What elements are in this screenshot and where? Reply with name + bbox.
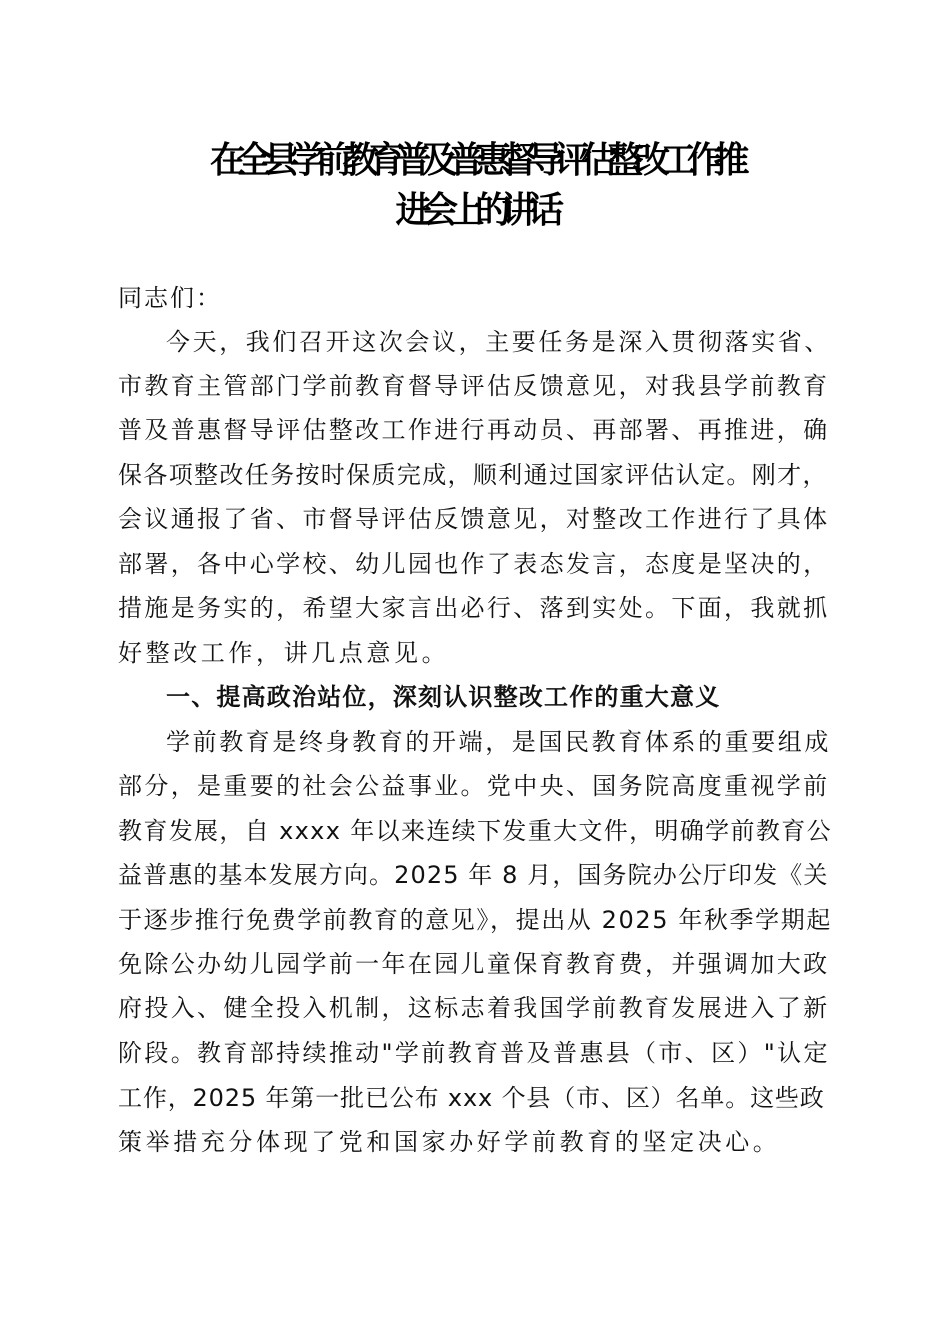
paragraph-2-line: 益普惠的基本发展方向。2025 年 8 月，国务院办公厅印发《关 xyxy=(118,861,829,889)
document-title-line-1: 在全县学前教育普及普惠督导评估整改工作推 xyxy=(209,139,740,181)
paragraph-2-line: 工作，2025 年第一批已公布 xxx 个县（市、区）名单。这些政 xyxy=(118,1084,825,1112)
paragraph-1-line: 今天，我们召开这次会议，主要任务是深入贯彻落实省、 xyxy=(166,328,831,356)
paragraph-2-line: 学前教育是终身教育的开端，是国民教育体系的重要组成 xyxy=(166,728,831,756)
paragraph-2-line: 免除公办幼儿园学前一年在园儿童保育教育费，并强调加大政 xyxy=(118,950,830,978)
paragraph-2-line: 策举措充分体现了党和国家办好学前教育的坚定决心。 xyxy=(118,1128,781,1156)
paragraph-1-line: 保各项整改任务按时保质完成，顺利通过国家评估认定。刚才， xyxy=(118,461,828,489)
document-title-line-2: 进会上的讲话 xyxy=(395,189,555,231)
paragraph-1-line: 会议通报了省、市督导评估反馈意见，对整改工作进行了具体 xyxy=(118,505,830,533)
paragraph-1-line: 市教育主管部门学前教育督导评估反馈意见，对我县学前教育 xyxy=(118,372,830,400)
salutation: 同志们： xyxy=(118,284,222,312)
paragraph-1-line: 好整改工作，讲几点意见。 xyxy=(118,639,450,667)
paragraph-1-line: 普及普惠督导评估整改工作进行再动员、再部署、再推进，确 xyxy=(118,416,830,444)
paragraph-2-line: 教育发展，自 xxxx 年以来连续下发重大文件，明确学前教育公 xyxy=(118,817,832,845)
paragraph-2-line: 阶段。教育部持续推动"学前教育普及普惠县（市、区）"认定 xyxy=(118,1039,830,1067)
paragraph-2-line: 府投入、健全投入机制，这标志着我国学前教育发展进入了新 xyxy=(118,994,830,1022)
section-1-heading: 一、提高政治站位，深刻认识整改工作的重大意义 xyxy=(166,683,721,711)
paragraph-2-line: 部分，是重要的社会公益事业。党中央、国务院高度重视学前 xyxy=(118,772,830,800)
paragraph-1-line: 部署，各中心学校、幼儿园也作了表态发言，态度是坚决的， xyxy=(118,550,830,578)
paragraph-2-line: 于逐步推行免费学前教育的意见》，提出从 2025 年秋季学期起 xyxy=(118,906,832,934)
paragraph-1-line: 措施是务实的，希望大家言出必行、落到实处。下面，我就抓 xyxy=(118,594,830,622)
